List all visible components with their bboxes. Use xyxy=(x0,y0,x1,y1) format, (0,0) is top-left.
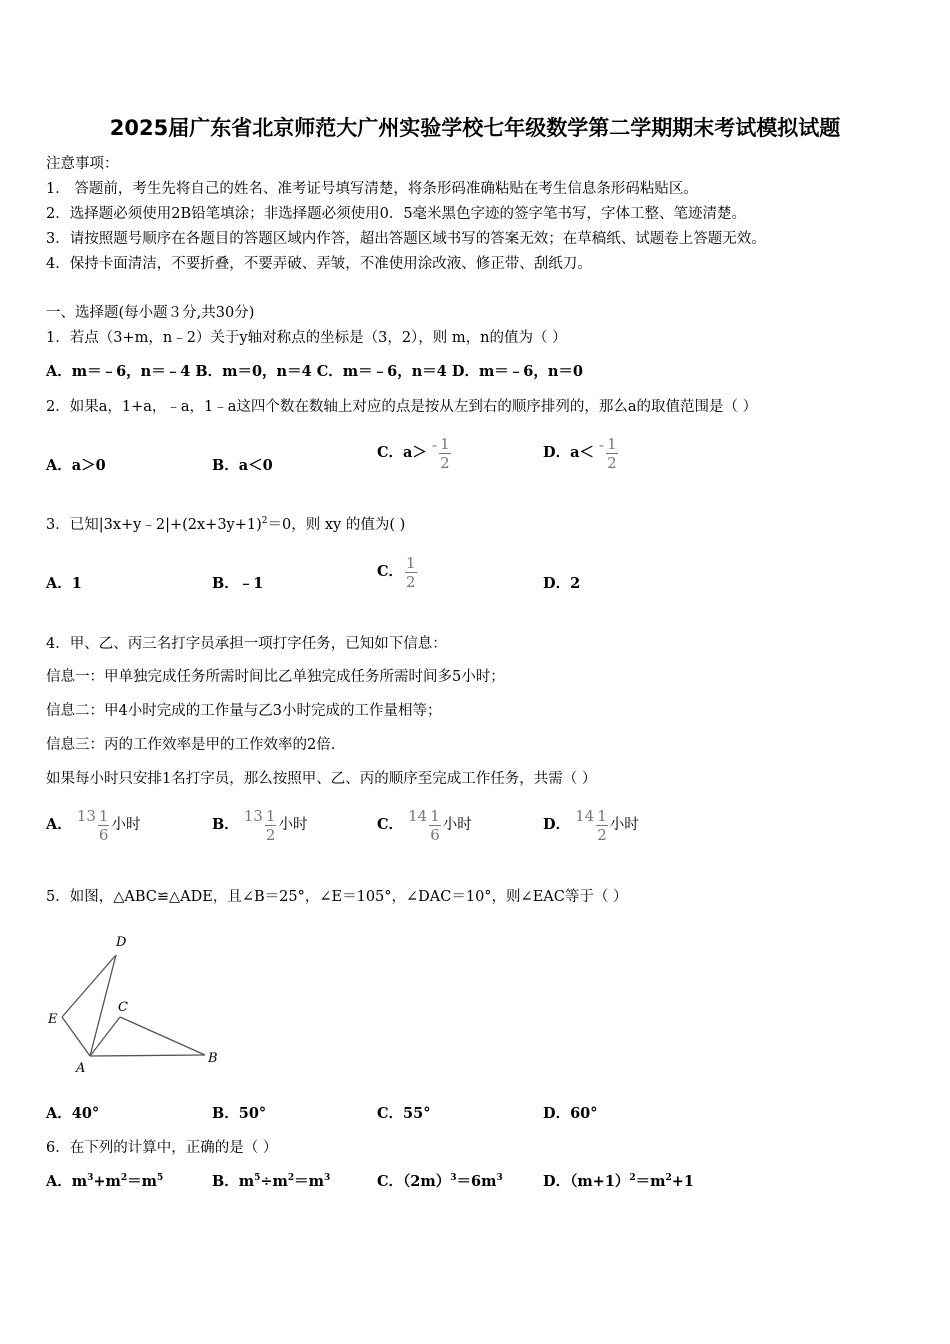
question-4-info-3: 信息三：丙的工作效率是甲的工作效率的2倍. xyxy=(46,737,336,753)
segment-cb xyxy=(120,1017,205,1055)
fraction xyxy=(429,807,441,844)
minus-sign: - xyxy=(432,436,438,454)
question-3-option-c xyxy=(377,547,419,597)
expr-part: +m xyxy=(93,1173,121,1190)
question-3-option-b: B．﹣1 xyxy=(212,575,264,592)
notice-item: 4．保持卡面清洁，不要折叠，不要弄破、弄皱，不准使用涂改液、修正带、刮纸刀。 xyxy=(46,256,592,272)
expr-part: A．m xyxy=(46,1173,88,1190)
question-4-option-c xyxy=(377,801,472,849)
expr-part: D．（m+1） xyxy=(543,1173,630,1190)
fraction xyxy=(596,807,608,844)
stem-part: ＝0，则 xy 的值为( ) xyxy=(267,517,406,533)
question-4-info-2: 信息二：甲4小时完成的工作量与乙3小时完成的工作量相等； xyxy=(46,703,442,719)
exponent: 2 xyxy=(629,1173,636,1184)
denominator: 2 xyxy=(406,572,416,591)
denominator: 6 xyxy=(98,825,109,844)
exponent: 3 xyxy=(496,1173,503,1184)
unit: 小时 xyxy=(442,817,472,833)
question-2-option-c xyxy=(377,428,453,478)
mixed-integer: 13 xyxy=(76,807,96,825)
notice-item: 3．请按照题号顺序在各题目的答题区域内作答，超出答题区域书写的答案无效；在草稿纸、试题卷上答题无效。 xyxy=(46,231,766,247)
option-label: C．a＞ xyxy=(377,444,427,461)
question-4-ask: 如果每小时只安排1名打字员，那么按照甲、乙、丙的顺序至完成工作任务，共需（ ） xyxy=(46,771,597,787)
option-label: C． xyxy=(377,816,404,833)
question-6-option-b xyxy=(212,1170,330,1191)
question-6-stem: 6．在下列的计算中，正确的是（ ） xyxy=(46,1140,278,1156)
question-6-option-c xyxy=(377,1170,503,1191)
stem-part: 3．已知|3x+y﹣2|+(2x+3y+1) xyxy=(46,517,262,533)
denominator: 6 xyxy=(430,825,440,844)
question-3-option-d: D．2 xyxy=(543,575,581,592)
question-1-options: A．m＝﹣6，n＝﹣4 B．m＝0，n＝4 C．m＝﹣6，n＝4 D．m＝﹣6，n＝0 xyxy=(46,363,584,380)
question-1-stem: 1．若点（3+m，n﹣2）关于y轴对称点的坐标是（3，2），则 m，n的值为（ ） xyxy=(46,330,567,346)
exponent: 3 xyxy=(450,1173,457,1184)
page-title: 2025届广东省北京师范大广州实验学校七年级数学第二学期期末考试模拟试题 xyxy=(109,116,841,140)
exponent: 5 xyxy=(156,1173,164,1184)
numerator: 1 xyxy=(265,806,276,825)
expr-part: ＝6m xyxy=(456,1173,497,1190)
denominator: 2 xyxy=(265,825,276,844)
notice-item: 1． 答题前，考生先将自己的姓名、准考证号填写清楚，将条形码准确粘贴在考生信息条形码粘贴区。 xyxy=(46,181,698,197)
question-4-option-d xyxy=(543,801,639,849)
numerator: 1 xyxy=(406,553,416,572)
question-2-option-b: B．a＜0 xyxy=(212,457,273,474)
exponent: 2 xyxy=(287,1173,295,1184)
numerator: 1 xyxy=(430,806,440,825)
question-3-stem xyxy=(46,513,405,534)
mixed-integer: 14 xyxy=(575,807,595,825)
mixed-integer: 13 xyxy=(243,807,263,825)
notice-heading: 注意事项： xyxy=(46,156,119,172)
expr-part: ＝m xyxy=(635,1173,666,1190)
triangle-figure xyxy=(40,925,230,1080)
denominator: 2 xyxy=(440,453,450,472)
question-2-option-d xyxy=(543,428,620,478)
section-heading: 一、选择题(每小题３分,共30分) xyxy=(46,305,255,321)
fraction xyxy=(405,554,417,591)
label-b: B xyxy=(208,1051,218,1066)
question-5-stem: 5．如图，△ABC≌△ADE，且∠B＝25°，∠E＝105°，∠DAC＝10°，则∠EAC等于（ ） xyxy=(46,889,628,905)
label-d: D xyxy=(116,935,127,950)
exponent: 5 xyxy=(254,1173,261,1184)
expr-part: C．（2m） xyxy=(377,1173,451,1190)
fraction xyxy=(265,807,277,844)
expr-part: +1 xyxy=(671,1173,695,1190)
label-a: A xyxy=(76,1061,86,1076)
numerator: 1 xyxy=(607,434,617,453)
exponent: 2 xyxy=(665,1173,672,1184)
numerator: 1 xyxy=(597,806,607,825)
question-4-stem: 4．甲、乙、丙三名打字员承担一项打字任务，已知如下信息： xyxy=(46,636,447,652)
label-e: E xyxy=(48,1012,58,1027)
exponent: 2 xyxy=(120,1173,128,1184)
notice-item: 2．选择题必须使用2B铅笔填涂；非选择题必须使用0．5毫米黑色字迹的签字笔书写，字体工整、笔迹清楚。 xyxy=(46,206,747,222)
question-5-option-b: B．50° xyxy=(212,1105,267,1122)
question-2-stem: 2．如果a，1+a，﹣a，1﹣a这四个数在数轴上对应的点是按从左到右的顺序排列的，那么a的取值范围是（ ） xyxy=(46,399,758,415)
numerator: 1 xyxy=(440,434,450,453)
question-6-option-a xyxy=(46,1170,163,1191)
segment-ea xyxy=(62,1017,90,1056)
option-label: D．a＜ xyxy=(543,444,594,461)
exponent: 2 xyxy=(261,516,268,527)
expr-part: ＝m xyxy=(127,1173,157,1190)
mixed-integer: 14 xyxy=(408,807,428,825)
denominator: 2 xyxy=(607,453,617,472)
question-4-option-a xyxy=(46,801,140,849)
option-label: B． xyxy=(212,816,239,833)
exponent: 3 xyxy=(87,1173,94,1184)
option-label: D． xyxy=(543,816,571,833)
denominator: 2 xyxy=(597,825,607,844)
fraction xyxy=(439,435,451,472)
minus-sign: - xyxy=(599,436,605,454)
unit: 小时 xyxy=(111,817,141,833)
expr-part: ÷m xyxy=(260,1173,288,1190)
expr-part: B．m xyxy=(212,1173,255,1190)
question-5-option-a: A．40° xyxy=(46,1105,100,1122)
question-4-option-b xyxy=(212,801,307,849)
numerator: 1 xyxy=(98,806,109,825)
exponent: 3 xyxy=(323,1173,331,1184)
unit: 小时 xyxy=(609,817,639,833)
option-label: A． xyxy=(46,816,72,833)
expr-part: ＝m xyxy=(294,1173,324,1190)
question-2-option-a: A．a＞0 xyxy=(46,457,106,474)
segment-ab xyxy=(90,1055,205,1056)
question-5-option-d: D．60° xyxy=(543,1105,598,1122)
question-3-option-a: A．1 xyxy=(46,575,82,592)
label-c: C xyxy=(118,1000,128,1015)
unit: 小时 xyxy=(278,817,308,833)
question-4-info-1: 信息一：甲单独完成任务所需时间比乙单独完成任务所需时间多5小时； xyxy=(46,669,505,685)
option-label: C． xyxy=(377,563,404,580)
question-6-option-d xyxy=(543,1170,694,1191)
fraction xyxy=(98,807,110,844)
fraction xyxy=(606,435,618,472)
question-5-option-c: C．55° xyxy=(377,1105,431,1122)
